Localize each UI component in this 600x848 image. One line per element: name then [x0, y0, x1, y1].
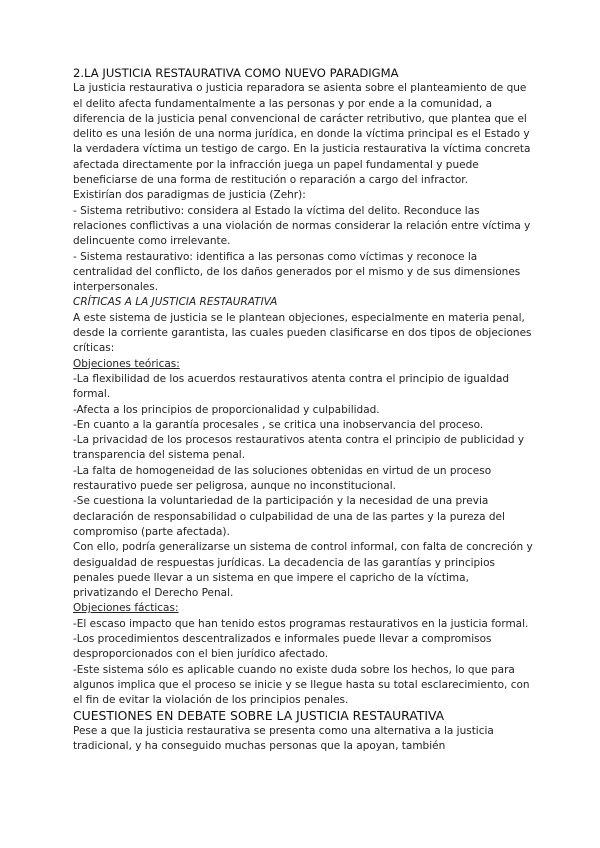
- objecion-teorica-item: -La flexibilidad de los acuerdos restaurativos atenta contra el principio de igualdad formal.: [73, 372, 510, 401]
- criticas-intro: A este sistema de justicia se le plantean objeciones, especialmente en materia penal, desde la corriente garantista, las cuales pueden clasificarse en dos tipos de objeciones críticas:: [73, 311, 532, 355]
- objeciones-teoricas-heading: Objeciones teóricas:: [73, 357, 180, 370]
- debate-heading: CUESTIONES EN DEBATE SOBRE LA JUSTICIA RESTAURATIVA: [73, 708, 445, 724]
- objecion-teorica-item: -La privacidad de los procesos restaurativos atenta contra el principio de publicidad y transparencia del sistema penal.: [73, 434, 525, 462]
- objeciones-facticas-heading: Objeciones fácticas:: [73, 602, 179, 615]
- paradigm-restorative: - Sistema restaurativo: identifica a las personas como víctimas y reconoce la centralidad del conflicto, de los daños generados por el mismo y de sus dimensiones interpersonales.: [73, 250, 521, 294]
- objecion-factica-item: -Este sistema sólo es aplicable cuando no existe duda sobre los hechos, lo que para algunos implica que el proceso se inicie y se llegue hasta su total esclarecimiento, con el fin de evitar la violación de los principios penales.: [73, 663, 530, 707]
- debate-paragraph: Pese a que la justicia restaurativa se presenta como una alternativa a la justicia tradicional, y ha conseguido muchas personas que la apoyan, también: [73, 724, 494, 753]
- intro-paragraph: La justicia restaurativa o justicia reparadora se asienta sobre el planteamiento de que el delito afecta fundamentalmente a las personas y por ende a la comunidad, a diferencia de la justicia penal convencional de carácter retributivo, que plantea que el delito es una lesión de una norma jurídica, en donde la víctima principal es el Estado y la verdadera víctima un testigo de cargo. En la justicia restaurativa la víctima concreta afectada directamente por la infracción juega un papel fundamental y puede beneficiarse de una forma de restitución o reparación a cargo del infractor.: [73, 82, 531, 187]
- conclusion-paragraph: Con ello, podría generalizarse un sistema de control informal, con falta de concreción y desigualdad de respuestas jurídicas. La decadencia de las garantías y principios penales puede llevar a un sistema en que impere el capricho de la víctima, privatizando el Derecho Penal.: [73, 541, 533, 600]
- criticas-heading: CRÍTICAS A LA JUSTICIA RESTAURATIVA: [73, 296, 278, 309]
- objecion-factica-item: -El escaso impacto que han tenido estos programas restaurativos en la justicia formal.: [73, 617, 529, 630]
- objecion-teorica-item: -En cuanto a la garantía procesales , se critica una inobservancia del proceso.: [73, 418, 484, 431]
- paradigm-retributive: - Sistema retributivo: considera al Estado la víctima del delito. Reconduce las relaciones conflictivas a una violación de normas considerar la relación entre víctima y delincuente como irrelevante.: [73, 204, 531, 248]
- objecion-factica-item: -Los procedimientos descentralizados e informales puede llevar a compromisos desproporcionados con el bien jurídico afectado.: [73, 632, 492, 661]
- objecion-teorica-item: -Se cuestiona la voluntariedad de la participación y la necesidad de una previa declaración de responsabilidad o culpabilidad de una de las partes y la pureza del compromiso (parte afectada).: [73, 495, 505, 538]
- document-page: [73, 66, 533, 754]
- paradigms-intro: Existirían dos paradigmas de justicia (Zehr):: [73, 189, 306, 202]
- section-title: 2.LA JUSTICIA RESTAURATIVA COMO NUEVO PARADIGMA: [73, 66, 399, 80]
- objecion-teorica-item: -Afecta a los principios de proporcionalidad y culpabilidad.: [73, 403, 380, 416]
- objecion-teorica-item: -La falta de homogeneidad de las soluciones obtenidas en virtud de un proceso restaurativo puede ser peligrosa, aunque no inconstitucional.: [73, 464, 492, 493]
